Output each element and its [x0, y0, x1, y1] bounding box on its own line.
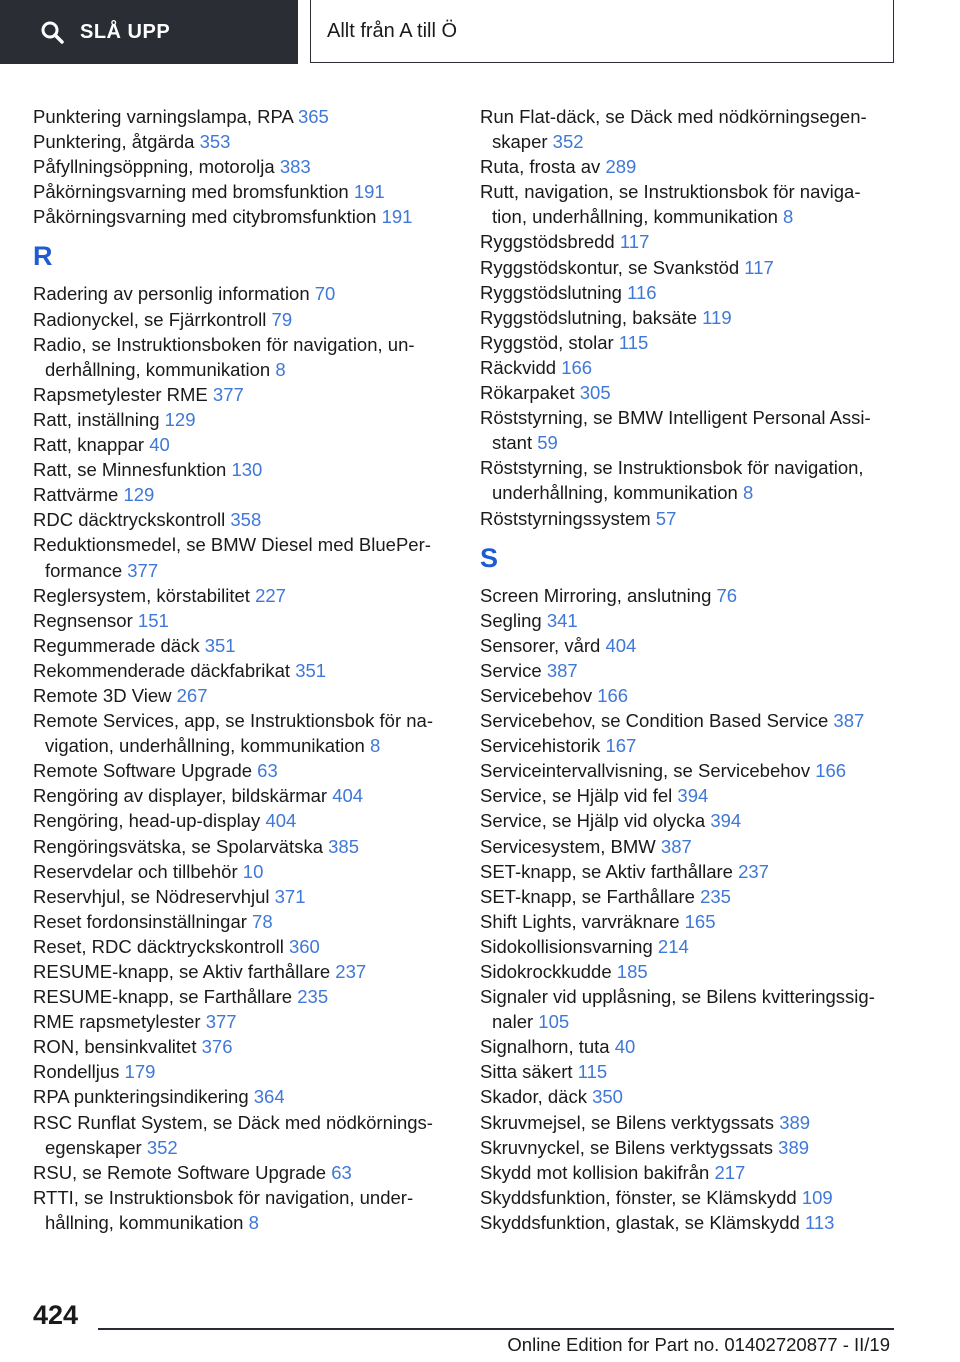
index-entry-text: Segling: [480, 609, 547, 631]
index-entry: [33, 332, 453, 382]
index-entry: [33, 959, 453, 984]
index-entry: [33, 457, 453, 482]
page-reference-link[interactable]: 377: [205, 1011, 237, 1033]
page-reference-link[interactable]: 8: [248, 1211, 259, 1233]
page-reference-link[interactable]: 235: [297, 986, 329, 1008]
page-reference-link[interactable]: 358: [230, 509, 262, 531]
index-entry-text: RTTI, se Instruktionsbok för navigation, under‐hållning, kommunikation: [33, 1186, 414, 1233]
index-entry-text: Röststyrning, se BMW Intelligent Personal Assi‐stant: [480, 407, 871, 454]
index-entry: [33, 783, 453, 808]
page-reference-link[interactable]: 129: [164, 408, 196, 430]
index-entry-text: Skador, däck: [480, 1086, 593, 1108]
page-reference-link[interactable]: 387: [833, 710, 865, 732]
index-entry-text: Ratt, inställning: [33, 408, 165, 430]
index-entry-text: Röststyrningssystem: [480, 507, 656, 529]
page-reference-link[interactable]: 227: [255, 584, 286, 606]
index-entry-text: Servicesystem, BMW: [480, 835, 661, 857]
page-reference-link[interactable]: 166: [561, 356, 593, 378]
index-entry-text: Ratt, knappar: [33, 434, 150, 456]
index-entry: [33, 407, 453, 432]
page-reference-link[interactable]: 59: [537, 432, 558, 454]
index-entry-text: Påkörningsvarning med citybromsfunktion: [33, 206, 382, 228]
page-reference-link[interactable]: 360: [288, 935, 320, 957]
index-entry-text: RSC Runflat System, se Däck med nödkörnings‐egenskaper: [33, 1111, 433, 1158]
index-entry: [33, 104, 453, 129]
page-reference-link[interactable]: 76: [716, 584, 738, 606]
index-entry-text: Reservdelar och tillbehör: [33, 860, 243, 882]
index-entry-text: Sitta säkert: [480, 1061, 578, 1083]
index-entry: [480, 959, 890, 984]
page-reference-link[interactable]: 166: [815, 760, 847, 782]
page-reference-link[interactable]: 191: [353, 181, 385, 203]
index-entry: [33, 432, 453, 457]
page-reference-link[interactable]: 117: [619, 231, 650, 253]
index-entry: [480, 758, 890, 783]
page-reference-link[interactable]: 387: [546, 659, 578, 681]
index-entry: [480, 934, 890, 959]
page-reference-link[interactable]: 376: [201, 1036, 233, 1058]
page-reference-link[interactable]: 113: [804, 1211, 835, 1233]
index-entry-text: Påfyllningsöppning, motorolja: [33, 156, 280, 178]
page-reference-link[interactable]: 167: [605, 735, 637, 757]
page-reference-link[interactable]: 377: [127, 559, 159, 581]
index-entry: [480, 783, 890, 808]
index-entry-text: Service: [480, 659, 547, 681]
index-entry: [33, 307, 453, 332]
page-reference-link[interactable]: 179: [124, 1061, 156, 1083]
index-column-right: [480, 104, 890, 1235]
index-entry-text: Run Flat-däck, se Däck med nödkörningsegen‐skaper: [480, 106, 867, 153]
index-entry: [480, 506, 890, 531]
index-entry-text: RESUME-knapp, se Aktiv farthållare: [33, 961, 336, 982]
index-entry: [480, 280, 890, 305]
page-reference-link[interactable]: 63: [331, 1161, 352, 1183]
edition-label: Online Edition for Part no. 01402720877 - II/19: [507, 1334, 890, 1355]
index-entry-text: Skyddsfunktion, glastak, se Klämskydd: [480, 1211, 805, 1233]
index-entry-text: Ryggstödskontur, se Svankstöd: [480, 256, 745, 278]
page-reference-link[interactable]: 404: [332, 785, 364, 807]
index-entry: [33, 507, 453, 532]
index-entry: [480, 583, 890, 608]
index-entry: [480, 330, 890, 355]
index-entry-text: Screen Mirroring, anslutning: [480, 584, 717, 606]
index-entry: [33, 1160, 453, 1185]
page-reference-link[interactable]: 394: [677, 785, 709, 807]
index-entry: [480, 1185, 890, 1210]
page-reference-link[interactable]: 165: [684, 910, 716, 932]
page-reference-link[interactable]: 40: [149, 434, 170, 456]
index-entry-text: Punktering, åtgärda: [33, 131, 200, 153]
index-entry: [480, 1210, 890, 1235]
index-entry: [480, 834, 890, 859]
index-entry: [33, 129, 453, 154]
index-entry-text: Rengöringsvätska, se Spolarvätska: [33, 835, 329, 857]
index-entry: [33, 934, 453, 959]
section-title: Allt från A till Ö: [327, 19, 458, 42]
index-entry-text: Signalhorn, tuta: [480, 1036, 615, 1058]
index-entry: [480, 1034, 890, 1059]
page-reference-link[interactable]: 383: [279, 156, 311, 178]
index-entry: [480, 229, 890, 254]
page-reference-link[interactable]: 115: [618, 331, 649, 353]
index-entry-text: Sensorer, vård: [480, 634, 606, 656]
page-reference-link[interactable]: 371: [274, 885, 306, 907]
index-entry: [480, 683, 890, 708]
index-entry-text: SET-knapp, se Farthållare: [480, 885, 701, 907]
index-entry-text: Skyddsfunktion, fönster, se Klämskydd: [480, 1186, 802, 1208]
index-entry-text: Service, se Hjälp vid olycka: [480, 810, 711, 832]
index-entry: [33, 658, 453, 683]
page-reference-link[interactable]: 364: [253, 1086, 285, 1108]
page-reference-link[interactable]: 289: [605, 156, 637, 178]
index-entry: [33, 909, 453, 934]
page-reference-link[interactable]: 235: [700, 885, 731, 907]
index-entry-text: Rengöring, head-up-display: [33, 810, 266, 832]
index-entry: [33, 583, 453, 608]
index-entry: [480, 380, 890, 405]
index-entry: [480, 984, 890, 1034]
index-entry-text: RON, bensinkvalitet: [33, 1036, 202, 1058]
index-letter-heading: S: [480, 542, 499, 573]
index-entry-text: Rengöring av displayer, bildskärmar: [33, 785, 333, 807]
index-entry: [33, 1110, 453, 1160]
index-entry: [480, 1160, 890, 1185]
page-reference-link[interactable]: 352: [552, 131, 584, 153]
index-entry-text: Ryggstödsbredd: [480, 231, 620, 253]
index-entry: [33, 758, 453, 783]
page-reference-link[interactable]: 115: [577, 1061, 608, 1083]
index-entry: [480, 355, 890, 380]
index-entry: [33, 1009, 453, 1034]
page-reference-link[interactable]: 109: [801, 1186, 833, 1208]
page-number: 424: [33, 1300, 79, 1330]
index-entry: [33, 532, 453, 582]
page-reference-link[interactable]: 8: [742, 482, 754, 504]
page-reference-link[interactable]: 267: [176, 684, 208, 706]
index-entry: [33, 154, 453, 179]
index-entry: [33, 204, 453, 229]
index-entry: [480, 608, 890, 633]
page-reference-link[interactable]: 130: [231, 459, 263, 481]
page-reference-link[interactable]: 105: [538, 1011, 570, 1033]
index-entry: [33, 281, 453, 306]
index-entry: [480, 909, 890, 934]
page-reference-link[interactable]: 237: [738, 860, 769, 882]
index-entry-text: Rattvärme: [33, 484, 124, 506]
page-reference-link[interactable]: 191: [381, 206, 413, 228]
index-entry-text: Reservhjul, se Nödreservhjul: [33, 885, 275, 907]
index-entry-text: Ruta, frosta av: [480, 156, 606, 178]
index-entry-text: Rondelljus: [33, 1061, 125, 1083]
page-reference-link[interactable]: 365: [297, 106, 329, 127]
index-entry: [480, 305, 890, 330]
search-button-label: SLÅ UPP: [80, 20, 171, 43]
index-entry: [33, 482, 453, 507]
index-entry: [480, 1084, 890, 1109]
index-entry-text: Röststyrning, se Instruktionsbok för navigation, underhållning, kommunikation: [480, 457, 864, 504]
index-entry-text: Remote 3D View: [33, 684, 177, 706]
index-entry: [480, 708, 890, 733]
index-entry-text: Ratt, se Minnesfunktion: [33, 459, 232, 481]
page-reference-link[interactable]: 351: [295, 659, 327, 681]
page-reference-link[interactable]: 353: [199, 131, 231, 153]
index-entry-text: Regnsensor: [33, 609, 138, 631]
index-entry: [480, 859, 890, 884]
index-entry-text: Regummerade däck: [33, 634, 205, 656]
page-reference-link[interactable]: 8: [783, 206, 794, 228]
index-entry-text: Skruvnyckel, se Bilens verktygssats: [480, 1136, 779, 1158]
index-entry-text: Rapsmetylester RME: [33, 383, 213, 405]
index-entry-text: Skydd mot kollision bakifrån: [480, 1161, 715, 1183]
index-entry: [480, 884, 890, 909]
index-entry-text: Serviceintervallvisning, se Servicebehov: [480, 760, 816, 782]
page-reference-link[interactable]: 350: [592, 1086, 623, 1108]
index-entry: [33, 984, 453, 1009]
index-entry: [480, 1059, 890, 1084]
index-entry-text: Radionyckel, se Fjärrkontroll: [33, 308, 272, 330]
page-reference-link[interactable]: 116: [627, 281, 657, 303]
index-entry: [480, 808, 890, 833]
index-entry-text: Service, se Hjälp vid fel: [480, 785, 678, 807]
index-entry: [33, 884, 453, 909]
page-reference-link[interactable]: 389: [779, 1111, 811, 1133]
index-entry-text: RDC däcktryckskontroll: [33, 509, 231, 531]
index-entry-text: Reduktionsmedel, se BMW Diesel med BluePer‐formance: [33, 534, 431, 581]
index-entry-text: Remote Software Upgrade: [33, 760, 258, 782]
index-entry: [480, 633, 890, 658]
page-reference-link[interactable]: 377: [212, 383, 244, 405]
index-entry: [33, 1185, 453, 1235]
index-entry-text: Sidokrockkudde: [480, 961, 617, 982]
index-entry: [33, 633, 453, 658]
index-entry-text: Rutt, navigation, se Instruktionsbok för naviga‐tion, underhållning, kommunikation: [480, 181, 861, 228]
index-entry: [480, 255, 890, 280]
page-reference-link[interactable]: 404: [605, 634, 637, 656]
index-entry-text: Påkörningsvarning med bromsfunktion: [33, 181, 354, 203]
index-entry: [480, 179, 890, 229]
index-entry: [33, 834, 453, 859]
index-entry: [480, 405, 890, 455]
index-entry: [480, 154, 890, 179]
index-column-left: [33, 104, 453, 1235]
page-reference-link[interactable]: 385: [328, 835, 359, 857]
page-reference-link[interactable]: 70: [314, 283, 336, 305]
index-entry: [480, 455, 890, 505]
index-entry: [33, 179, 453, 204]
page-reference-link[interactable]: 305: [579, 382, 611, 404]
index-entry: [480, 733, 890, 758]
index-entry-text: Radio, se Instruktionsboken för navigation, un‐derhållning, kommunikation: [33, 333, 415, 380]
index-entry: [480, 658, 890, 683]
page-reference-link[interactable]: 166: [597, 684, 629, 706]
index-entry: [33, 808, 453, 833]
page-reference-link[interactable]: 214: [657, 935, 689, 957]
index-entry-text: Servicehistorik: [480, 735, 606, 757]
index-entry-text: Servicebehov: [480, 684, 598, 706]
index-entry: [33, 859, 453, 884]
index-entry-text: Reset, RDC däcktryckskontroll: [33, 935, 289, 957]
page-reference-link[interactable]: 351: [204, 634, 236, 656]
header-bar: [0, 0, 960, 66]
index-entry: [480, 104, 890, 154]
page-reference-link[interactable]: 78: [252, 910, 273, 932]
index-entry: [33, 382, 453, 407]
page-reference-link[interactable]: 352: [146, 1136, 178, 1158]
page-reference-link[interactable]: 40: [614, 1036, 636, 1058]
index-entry: [480, 1135, 890, 1160]
page-reference-link[interactable]: 10: [242, 860, 264, 882]
page-reference-link[interactable]: 129: [123, 484, 155, 506]
index-entry-text: RSU, se Remote Software Upgrade: [33, 1161, 332, 1183]
index-entry-text: Shift Lights, varvräknare: [480, 910, 685, 932]
index-letter-heading: R: [33, 241, 53, 272]
page-reference-link[interactable]: 185: [616, 961, 648, 982]
index-entry-text: Sidokollisionsvarning: [480, 935, 658, 957]
page-reference-link[interactable]: 217: [714, 1161, 746, 1183]
footer-divider: [98, 1328, 894, 1330]
index-entry-text: RME rapsmetylester: [33, 1011, 206, 1033]
page-reference-link[interactable]: 404: [265, 810, 297, 832]
page-reference-link[interactable]: 8: [275, 358, 286, 380]
page-reference-link[interactable]: 79: [271, 308, 293, 330]
page-reference-link[interactable]: 119: [702, 306, 732, 328]
index-entry-text: RESUME-knapp, se Farthållare: [33, 986, 298, 1008]
index-entry-text: RPA punkteringsindikering: [33, 1086, 254, 1108]
index-entry-text: Radering av personlig information: [33, 283, 315, 305]
index-entry-text: Ryggstödslutning, baksäte: [480, 306, 703, 328]
index-entry: [33, 1084, 453, 1109]
index-entry-text: Signaler vid upplåsning, se Bilens kvitteringssig‐naler: [480, 986, 875, 1033]
index-entry-text: Skruvmejsel, se Bilens verktygssats: [480, 1111, 780, 1133]
page-reference-link[interactable]: 117: [744, 256, 774, 278]
index-entry-text: Ryggstödslutning: [480, 281, 628, 303]
page-reference-link[interactable]: 151: [137, 609, 169, 631]
index-entry: [480, 1110, 890, 1135]
index-entry-text: Rekommenderade däckfabrikat: [33, 659, 296, 681]
index-entry-text: Remote Services, app, se Instruktionsbok för na‐vigation, underhållning, kommunikation: [33, 710, 433, 757]
index-entry-text: Servicebehov, se Condition Based Service: [480, 710, 834, 732]
search-icon: [40, 20, 64, 44]
page-reference-link[interactable]: 394: [710, 810, 742, 832]
page-reference-link[interactable]: 387: [660, 835, 692, 857]
search-button[interactable]: [0, 0, 298, 64]
index-entry: [33, 708, 453, 758]
page-reference-link[interactable]: 389: [778, 1136, 810, 1158]
index-entry-text: Reset fordonsinställningar: [33, 910, 253, 932]
index-entry: [33, 1059, 453, 1084]
index-entry-text: Räckvidd: [480, 356, 562, 378]
page-reference-link[interactable]: 63: [257, 760, 278, 782]
page-reference-link[interactable]: 341: [546, 609, 578, 631]
index-entry: [33, 608, 453, 633]
index-entry-text: SET-knapp, se Aktiv farthållare: [480, 860, 739, 882]
page-reference-link[interactable]: 57: [655, 507, 677, 529]
section-title-tab[interactable]: [310, 0, 894, 63]
page-reference-link[interactable]: 237: [335, 961, 367, 982]
index-entry-text: Punktering varningslampa, RPA: [33, 106, 298, 127]
page-reference-link[interactable]: 8: [369, 735, 381, 757]
index-entry-text: Reglersystem, körstabilitet: [33, 584, 256, 606]
index-entry-text: Rökarpaket: [480, 382, 580, 404]
index-entry-text: Ryggstöd, stolar: [480, 331, 619, 353]
index-entry: [33, 683, 453, 708]
index-entry: [33, 1034, 453, 1059]
